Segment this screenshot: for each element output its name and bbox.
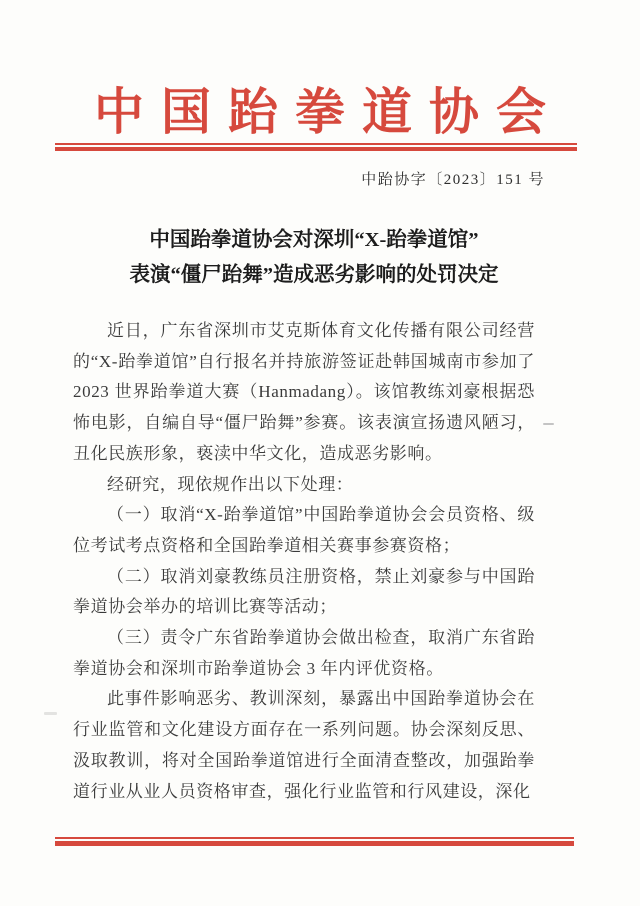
scan-artifact-right [543,423,554,425]
body-paragraph: 经研究，现依规作出以下处理： [107,474,354,494]
body-paragraph: （三）责令广东省跆拳道协会做出检查，取消广东省跆拳道协会和深圳市跆拳道协会 3 年内评优资格。 [73,628,535,678]
document-title [0,223,628,293]
footer-rule-thick-line [55,841,574,846]
org-name-letterhead: 中国跆拳道协会 [94,84,563,140]
document-body [73,316,535,807]
document-title-line-2: 表演“僵尸跆舞”造成恶劣影响的处罚决定 [129,264,499,286]
header-rule-thick-line [55,147,577,151]
footer-double-rule [55,837,574,846]
document-title-line-1: 中国跆拳道协会对深圳“X-跆拳道馆” [149,229,479,251]
body-paragraph: （二）取消刘豪教练员注册资格，禁止刘豪参与中国跆拳道协会举办的培训比赛等活动； [73,566,535,617]
document-reference-number: 中跆协字〔2023〕151 号 [361,172,545,188]
body-paragraph: 此事件影响恶劣、教训深刻，暴露出中国跆拳道协会在行业监管和文化建设方面存在一系列问题。协会深刻反思、汲取教训，将对全国跆拳道馆进行全面清查整改，加强跆拳道行业从业人员资格审查，强化行业监管和行风建设，深化 [73,689,535,801]
scan-artifact-left [44,712,57,715]
body-paragraph: 近日，广东省深圳市艾克斯体育文化传播有限公司经营的“X-跆拳道馆”自行报名并持旅游签证赴韩国城南市参加了 2023 世界跆拳道大赛（Hanmadang）。该馆教练刘豪根据恐怖电影，自编自导“僵尸跆舞”参赛。该表演宣扬遗风陋习，丑化民族形象，亵渎中华文化，造成恶劣影响。 [73,321,535,463]
body-paragraph: （一）取消“X-跆拳道馆”中国跆拳道协会会员资格、级位考试考点资格和全国跆拳道相关赛事参赛资格； [73,505,535,555]
header-double-rule [55,143,577,151]
